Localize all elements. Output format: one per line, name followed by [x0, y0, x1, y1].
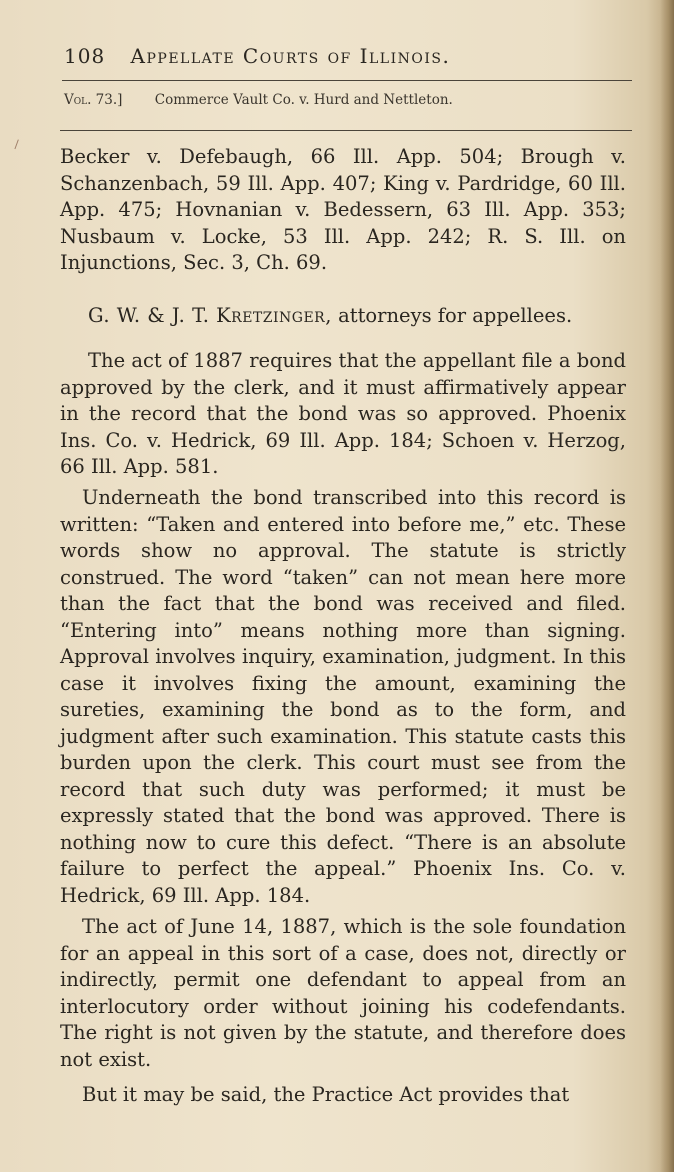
attorney-role: attorneys for appellees.: [331, 304, 573, 327]
paragraph-june-1887: The act of June 14, 1887, which is the sole foundation for an appeal in this sort of a case, does not, directly or indirectly, permit one defendant to appeal from an interlocutory order without joining his codefendants. The right is not given by the statute, and therefore does not exist.: [60, 915, 626, 1071]
paragraph-underneath: Underneath the bond transcribed into this record is written: “Taken and entered into before me,” etc. These words show no approval. The statute is strictly construed. The word “taken” can not mean here more than the fact that the bond was received and filed. “Entering into” means nothing more than signing. Approval involves inquiry, examination, judgment. In this case it involves fixing the amount, examining the sureties, examining the bond as to the form, and judgment after such examination. This statute casts this burden upon the clerk. This court must see from the record that such duty was performed; it must be expressly stated that the bond was approved. There is nothing now to cure this defect. “There is an absolute failure to perfect the appeal.” Phoenix Ins. Co. v. Hedrick, 69 Ill. App. 184.: [60, 486, 626, 907]
page-edge-shadow: [660, 0, 674, 1172]
attorney-names: G. W. & J. T. Kretzinger,: [88, 304, 332, 327]
page-number: 108: [64, 44, 106, 68]
margin-mark: [14, 139, 22, 150]
case-title: Commerce Vault Co. v. Hurd and Nettleton.: [154, 92, 453, 108]
volume-label: Vol. 73.]: [64, 92, 123, 108]
case-caption: [64, 92, 584, 108]
attorneys-line: [60, 303, 626, 330]
header-rule-top: [62, 80, 632, 81]
citations-paragraph: Becker v. Defebaugh, 66 Ill. App. 504; Brough v. Schanzenbach, 59 Ill. App. 407; King v. Pardridge, 60 Ill. App. 475; Hovnanian v. Bedessern, 63 Ill. App. 353; Nusbaum v. Locke, 53 Ill. App. 242; R. S. Ill. on Injunctions, Sec. 3, Ch. 69.: [60, 145, 626, 274]
running-title: Appellate Courts of Illinois.: [130, 44, 451, 68]
header-rule-bottom: [60, 130, 632, 131]
running-head: [64, 44, 624, 68]
paragraph-act-1887: The act of 1887 requires that the appellant file a bond approved by the clerk, and it must affirmatively appear in the record that the bond was so approved. Phoenix Ins. Co. v. Hedrick, 69 Ill. App. 184; Schoen v. Herzog, 66 Ill. App. 581.: [60, 349, 626, 478]
paragraph-practice-act: But it may be said, the Practice Act provides that: [82, 1083, 570, 1106]
